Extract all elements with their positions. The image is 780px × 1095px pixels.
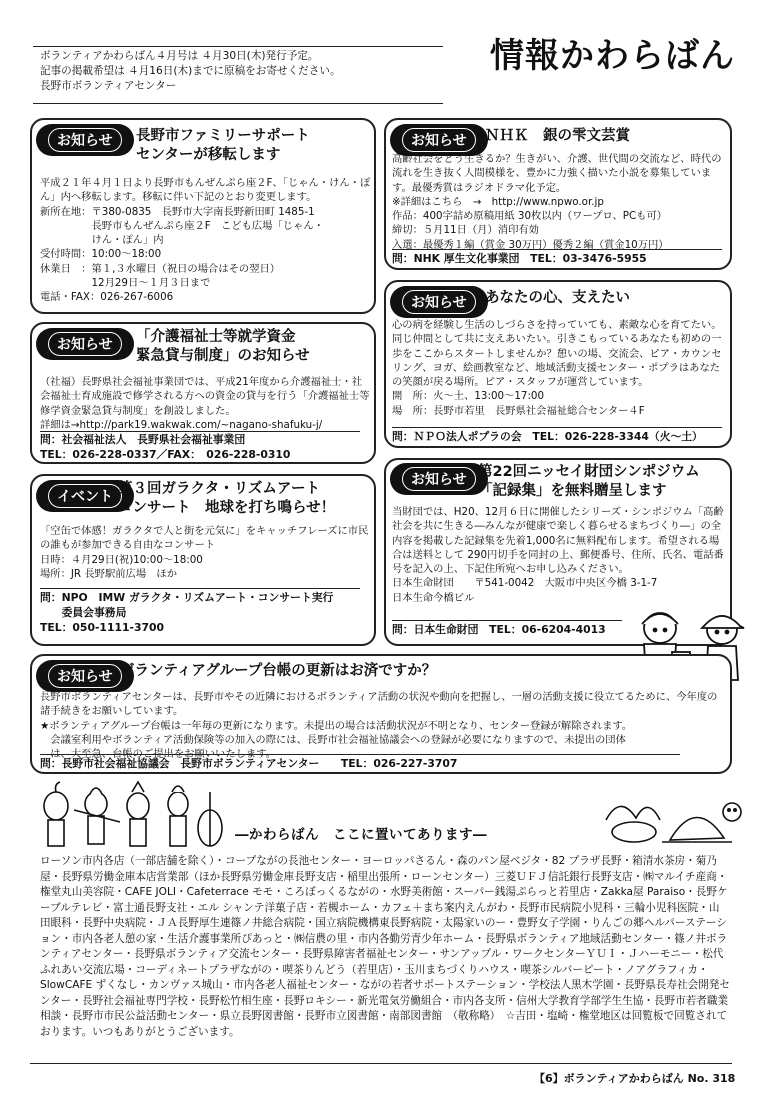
divider <box>40 754 680 755</box>
places-heading: ―かわらばん ここに置いてあります― <box>235 827 487 843</box>
nhk-contact: 問：NHK 厚生文化事業団 TEL：03-3476-5955 <box>392 252 647 265</box>
divider <box>40 431 360 432</box>
garakuta-contact: 問：NPO IMW ガラクタ・リズムアート・コンサート実行 委員会事務局 TEL：050-1111-3700 <box>40 591 334 634</box>
kaigo-body: （社福）長野県社会福祉事業団では、平成21年度から介護福祉士・社会福祉士育成施設で修学される方への資金の貸与を行う「介護福祉士等修学資金緊急貸与制度」を創設しました。 詳細は→http://park19.wakwak.com/~nagano-shafuku-j/ <box>40 376 370 431</box>
nissay-body: 当財団では、H20、12月６日に開催したシリーズ・シンポジウム「高齢社会を共に生きる―みんなが健康で楽しく暮らせるまちづくり―」の全内容を掲載した記録集を先着1,000名に無料配布します。希望される場合は送料として 290円切手を同封の上、郵便番号、住所、氏名、電話番号を記入の上、下記住所宛へお申し込みください。 日本生命財団 〒541-0042 大阪市中央区今橋 3-1-7 日本生命今橋ビル <box>392 506 724 604</box>
header-notice-text: ボランティアかわらばん４月号は ４月30日(木)発行予定。 記事の掲載希望は ４月16日(木)までに原稿をお寄せください。 長野市ボランティアセンター <box>40 50 341 92</box>
kokoro-title: あなたの心、支えたい <box>485 290 630 306</box>
nhk-body: 高齢社会をどう生きるか？生きがい、介護、世代間の交流など、時代の流れを生き抜く人間模様を、豊かに力強く描いた小説を募集しています。最優秀賞はラジオドラマ化予定。 ※詳細はこちら → http://www.npwo.or.jp 作品：400字詰め原稿用紙 30枚以内（ワープロ、PCも可） 締切：５月11日（月）消印有効 入選：最優秀１編（賞金 30万円）優秀２編（賞金10万円） <box>392 153 722 251</box>
garakuta-title: 第３回ガラクタ・リズムアート コンサート 地球を打ち鳴らせ！ <box>118 481 336 516</box>
oshirase-label: お知らせ <box>390 463 488 495</box>
nissay-contact: 問：日本生命財団 TEL：06-6204-4013 <box>392 623 606 636</box>
family-support-body: 平成２１年４月１日より長野市もんぜんぷら座２F、「じゃん・けん・ぽん」内へ移転します。移転に伴い下記のとおり変更します。 新所在地：〒380-0835 長野市大字南長野新田町 1485-1 長野市もんぜんぷら座２F こども広場「じゃん・ けん・ぽん」内 受付時間：10:00～18:00 休業日 ：第１,３水曜日（祝日の場合はその翌日） 12月29日～１月３日まで 電話・FAX：026-267-6006 <box>40 177 371 304</box>
oshirase-label: お知らせ <box>36 124 134 156</box>
kokoro-contact: 問：ＮＰＯ法人ポプラの会 TEL：026-228-3344（火～土） <box>392 430 703 443</box>
oshirase-label: お知らせ <box>36 328 134 360</box>
page-footer: 【6】ボランティアかわらばん No. 318 <box>534 1072 736 1085</box>
family-support-title: 長野市ファミリーサポート センターが移転します <box>136 128 310 163</box>
kaigo-title: 「介護福祉士等就学資金 緊急貸与制度」のお知らせ <box>136 329 310 364</box>
event-label: イベント <box>36 480 134 512</box>
vegetable-band-icon <box>34 780 230 852</box>
divider <box>40 588 360 589</box>
oshirase-label: お知らせ <box>36 660 134 692</box>
divider <box>392 620 622 621</box>
radish-helmet-icon <box>600 790 750 850</box>
nissay-title: 第22回ニッセイ財団シンポジウム 「記録集」を無料贈呈します <box>478 464 700 499</box>
group-body: 長野市ボランティアセンターは、長野市やその近隣におけるボランティア活動の状況や動向を把握し、一層の活動支援に役立てるために、今年度の諸手続きをお願いしています。 ★ボランティアグループ台帳は一年毎の更新になります。未提出の場合は活動状況が不明となり、センター登録が解除されます。 会議室利用やボランティア活動保険等の加入の際には、長野市社会福祉協議会への登録が必要になりますので、未提出の団体 は、大至急、台帳のご提出をお願いいたします。 <box>40 691 718 761</box>
divider <box>392 427 722 428</box>
places-list: ローソン市内各店（一部店舗を除く）・コープながの長池センター・ヨーロッパさるん・森のパン屋ベジタ・82 プラザ長野・箱清水茶房・菊乃屋・長野県労働金庫本店営業部（ほか長野県労働金庫長野支店・稲里出張所・ローンセンター）三菱ＵＦＪ信託銀行長野支店・㈱マルイチ産商・権堂丸山美容院・CAFE JOLI・Cafeterrace モモ・ころぼっくるながの・水野美術館・スーパー銭湯ぷらっと若里店・Zakka屋 Paraiso・長野ケーブルテレビ・富士通長野支社・エル シャンテ洋菓子店・若槻ホーム・カフェ＋まち案内えんがわ・長野市民病院小児科・三輪小児科医院・山田眼科・長野中央病院・ＪＡ長野厚生連篠ノ井総合病院・国立病院機構東長野病院・太陽家いのー・豊野女子学園・りんごの郷ヘルパーステーション・市内各老人憩の家・生活介護事業所ぴあっと・㈱信農の里・市内各勤労青少年ホーム・長野県ボランティア地域活動センター・篠ノ井ボランティアセンター・長野県ボランティア交流センター・長野県障害者福祉センター・サンアップル・ワークセンターＹＵＩ・Ｊハーモニー・松代ふれあい交流広場・コーディネートプラザながの・喫茶りんどう（若里店）・玉川まちづくりハウス・喫茶シルバーピート・ノアグラフィカ・SlowCAFE ずくなし・カンヴァス城山・市内各老人福祉センター・ながの若者サポートステーション・学校法人黒木学園・長野県長寿社会開発センター・長野社会福祉専門学校・長野松竹相生座・長野ロキシー・新光電気労働組合・市内各支所・信州大学教育学部学生生協・長野市若者職業相談・長野市市民公益活動センター・県立長野図書館・長野市立図書館・南部図書館 （敬称略） ☆吉田・塩崎・権堂地区は回覧板で回覧されております。いつもありがとうございます。 <box>40 855 730 1038</box>
page-title: 情報かわらばん <box>490 36 735 76</box>
group-title: ボランティアグループ台帳の更新はお済ですか？ <box>120 663 437 679</box>
kokoro-body: 心の病を経験し生活のしづらさを持っていても、素敵な心を育てたい。同じ仲間として共に支えあいたい。引きこもっているあなたも初めの一歩をここからスタートしませんか？憩いの場、交流会、ピア・カウンセリング、ヨガ、絵画教室など、地域活動支援センター・ポプラはあなたの笑顔が戻る場所。ピア・スタッフが運営しています。 開 所：火～土、13:00～17:00 場 所：長野市若里 長野県社会福祉総合センター４F <box>392 319 722 417</box>
nhk-title: ＮＨＫ 銀の雫文芸賞 <box>485 128 630 144</box>
garakuta-body: 「空缶で体感！ガラクタで人と街を元気に」をキャッチフレーズに市民の誰もが参加できる自由なコンサート 日時：４月29日(祝)10:00～18:00 場所：JR 長野駅前広場 ほか <box>40 525 369 580</box>
kaigo-contact: 問：社会福祉法人 長野県社会福祉事業団 TEL：026-228-0337／FAX： 026-228-0310 <box>40 433 291 461</box>
divider <box>30 1063 732 1064</box>
oshirase-label: お知らせ <box>390 124 488 156</box>
group-contact: 問：長野市社会福祉協議会 長野市ボランティアセンター TEL：026-227-3707 <box>40 757 458 770</box>
divider <box>392 249 722 250</box>
oshirase-label: お知らせ <box>390 286 488 318</box>
